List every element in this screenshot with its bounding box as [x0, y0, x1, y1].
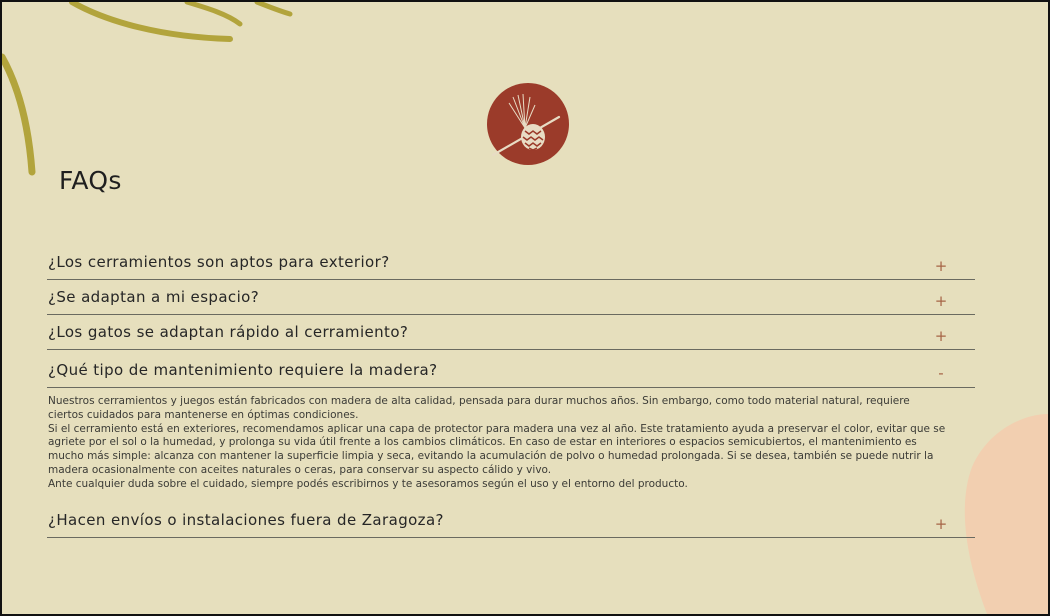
- faq-question: ¿Se adaptan a mi espacio?: [48, 288, 260, 306]
- minus-icon[interactable]: -: [938, 364, 944, 382]
- plus-icon[interactable]: +: [934, 257, 948, 275]
- faq-question: ¿Los cerramientos son aptos para exterior?: [48, 253, 390, 271]
- faq-answer-paragraph: Si el cerramiento está en exteriores, recomendamos aplicar una capa de protector para madera una vez al año. Este tratamiento ayuda a preservar el color, evitar que se agriete por el sol o la humedad, y prolonga su vida útil frente a los cambios climáticos. En caso de estar en interiores o espacios semicubiertos, el mantenimiento es mucho más simple: alcanza con mantener la superficie limpia y seca, evitando la acumulación de polvo o humedad prolongada. Si se desea, también se puede nutrir la madera ocasionalmente con aceites naturales o ceras, para conservar su aspecto cálido y vivo.: [48, 422, 946, 476]
- leaf-stroke-top-3: [257, 2, 290, 14]
- faq-question-row[interactable]: [47, 280, 975, 314]
- faq-question-row[interactable]: [47, 503, 975, 537]
- faq-answer: [48, 395, 948, 492]
- faq-item[interactable]: [47, 315, 975, 350]
- peach-blob: [965, 414, 1048, 614]
- faq-item-expanded[interactable]: [47, 350, 975, 490]
- plus-icon[interactable]: +: [934, 327, 948, 345]
- faq-question-row[interactable]: [47, 350, 975, 387]
- plus-icon[interactable]: +: [934, 515, 948, 533]
- faq-item[interactable]: [47, 503, 975, 538]
- pinecone-branch-icon: [487, 83, 569, 165]
- faq-question-row[interactable]: [47, 245, 975, 279]
- plus-icon[interactable]: +: [934, 292, 948, 310]
- faq-question: ¿Los gatos se adaptan rápido al cerramiento?: [48, 323, 409, 341]
- faq-question-row[interactable]: [47, 315, 975, 349]
- leaf-stroke-top-2: [187, 2, 240, 24]
- faq-answer-paragraph: Ante cualquier duda sobre el cuidado, siempre podés escribirnos y te asesoramos según el uso y el entorno del producto.: [48, 477, 688, 490]
- faq-question: ¿Qué tipo de mantenimiento requiere la madera?: [48, 361, 438, 379]
- page-title: FAQs: [59, 166, 122, 195]
- faq-item[interactable]: [47, 280, 975, 315]
- faq-question: ¿Hacen envíos o instalaciones fuera de Zaragoza?: [48, 511, 444, 529]
- faq-item[interactable]: [47, 245, 975, 280]
- faq-answer-paragraph: Nuestros cerramientos y juegos están fabricados con madera de alta calidad, pensada para durar muchos años. Sin embargo, como todo material natural, requiere ciertos cuidados para mantenerse en óptimas condiciones.: [48, 395, 910, 421]
- leaf-stroke-left: [2, 57, 32, 172]
- faq-list: [47, 245, 975, 538]
